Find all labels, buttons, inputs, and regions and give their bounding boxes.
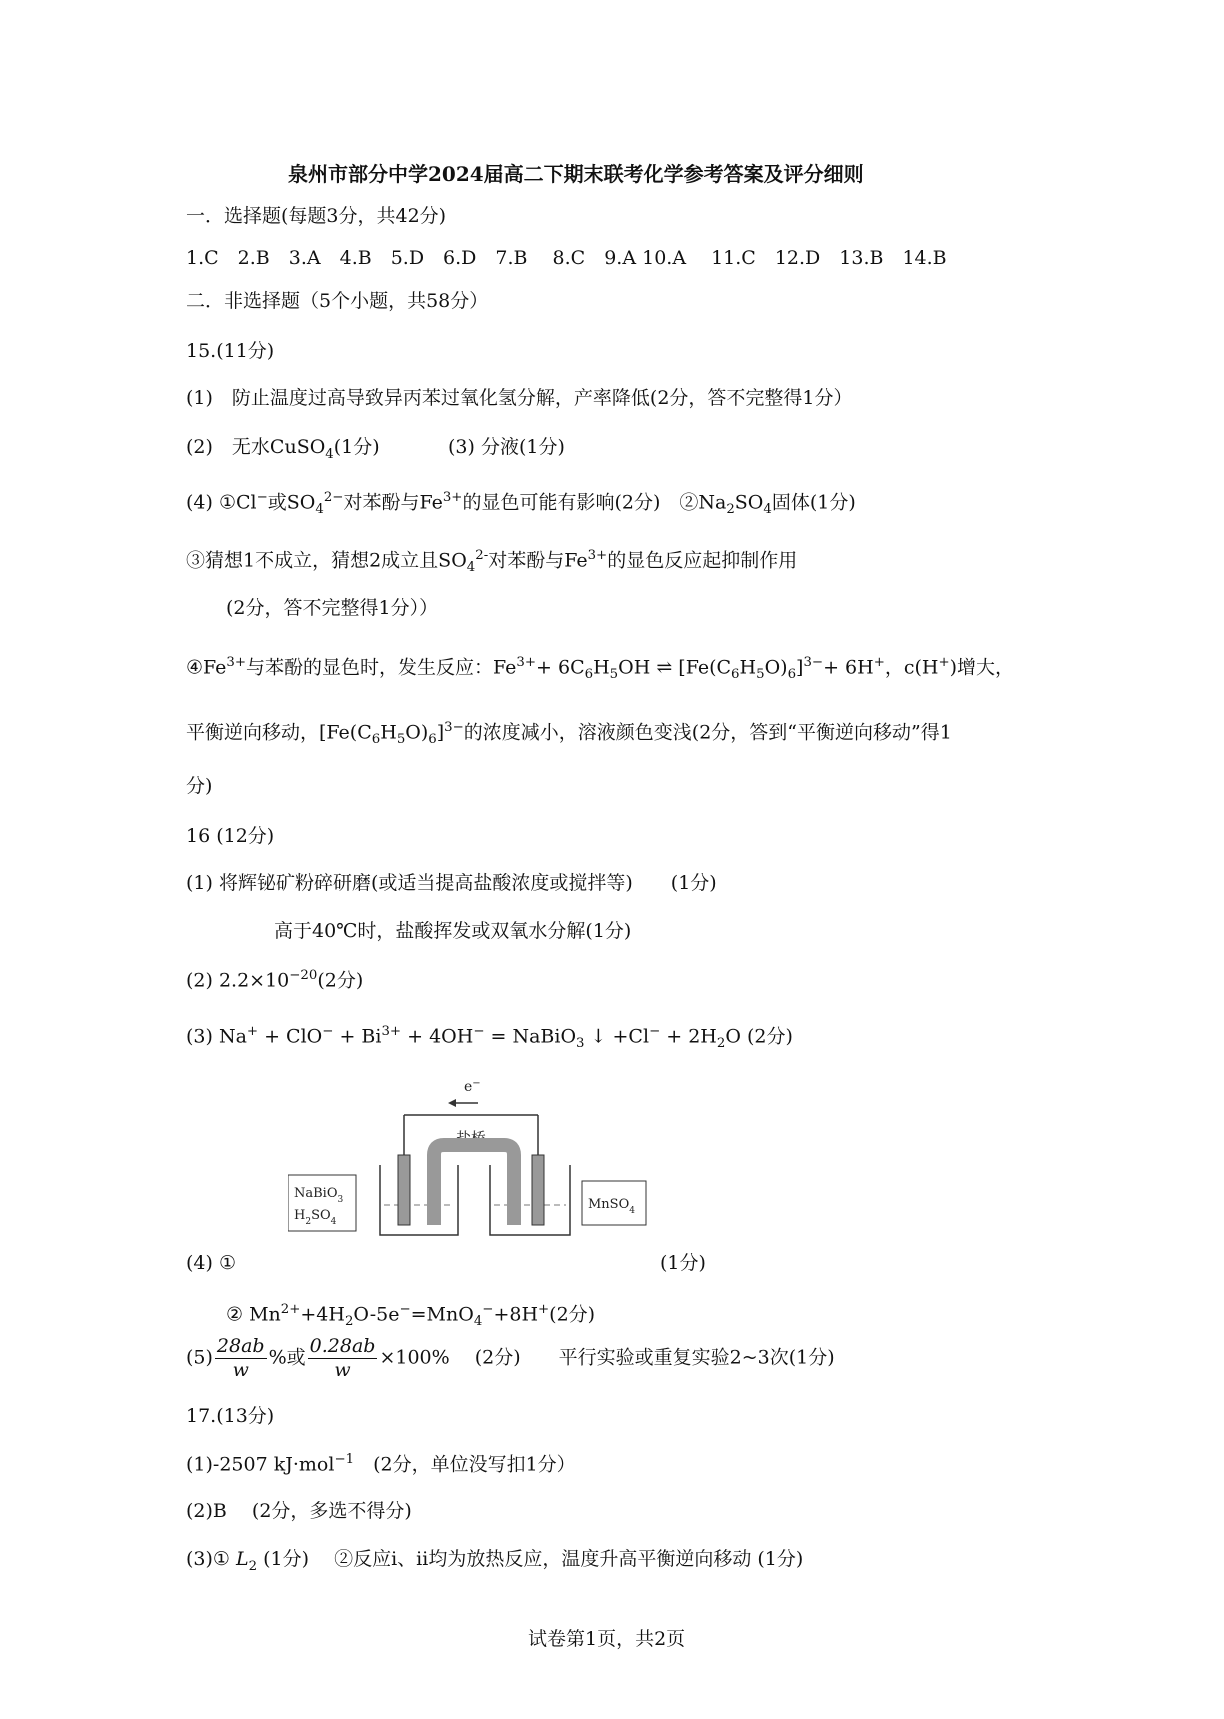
q16-p5-score: (1分) [660,1252,706,1274]
q17-p2: (2)B (2分，多选不得分) [186,1500,412,1522]
q17-p1: (1)-2507 kJ·mol$^{-1}$ (2分，单位没写扣1分） [186,1452,576,1476]
electrode-left [398,1155,410,1225]
electrode-right [532,1155,544,1225]
q16-p6: ② $Mn^{2+}+4H_2O-5e^-=MnO_4^-+8H^+(2$分) [226,1302,596,1330]
left-solution-line1: NaBiO$_3$ [294,1186,344,1205]
arrow-head-icon [448,1099,456,1107]
beaker-left [380,1165,458,1235]
salt-bridge [434,1145,514,1225]
page-footer: 试卷第1页，共2页 [528,1628,686,1650]
q16-p5: (4) ① [186,1252,236,1274]
right-solution-label: MnSO$_4$ [588,1197,635,1216]
q16-header: 16 (12分) [186,825,275,847]
q16-p2: 高于40℃时，盐酸挥发或双氧水分解(1分) [274,920,632,942]
page-title: 泉州市部分中学2024届高二下期末联考化学参考答案及评分细则 [288,162,864,186]
section1-heading: 一．选择题(每题3分，共42分) [186,205,447,227]
left-solution-line2: $H_2SO_4$ [294,1208,337,1227]
q17-p3: (3)① $L_2$ (1分) ②反应ⅰ、ⅱ均为放热反应，温度升高平衡逆向移动 (1分) [186,1548,804,1574]
section2-heading: 二．非选择题（5个小题，共58分） [186,290,489,312]
electron-label: e− [464,1077,481,1095]
q16-p3: (2) $2.2\times 10^{-20}(2$分) [186,968,364,992]
q16-p1: (1) 将辉铋矿粉碎研磨(或适当提高盐酸浓度或搅拌等) (1分) [186,872,717,894]
q15-p3: (3) 分液(1分) [448,436,565,458]
choice-answers: 1.C 2.B 3.A 4.B 5.D 6.D 7.B 8.C 9.A 10.A 11.C 12.D 13.B 14.B [186,247,947,269]
salt-bridge-label: 盐桥 [456,1129,487,1147]
q15-p6: (2分，答不完整得1分）） [226,597,439,619]
fraction-2: $\frac{0.28ab}{w}$ [309,1335,376,1381]
q17-header: 17.(13分) [186,1405,275,1427]
q15-p2: (2) 无水CuSO$_4$(1分) [186,436,380,462]
q16-p4: (3) $Na^+ + ClO^- + Bi^{3+} + 4OH^-$ = NaBiO$_3$ ↓ $+Cl^- + 2H_2O$ (2分) [186,1024,793,1052]
q15-p5: ③猜想1不成立，猜想2成立且$SO_4^{2-}$对苯酚与$Fe^{3+}$的显色反应起抑制作用 [186,548,798,576]
beaker-right [490,1165,570,1235]
q15-p8: 平衡逆向移动，$[Fe(C_6H_5O)_6]^{3-}$的浓度减小，溶液颜色变浅(2分，答到“平衡逆向移动”得1 [186,720,952,748]
q15-p1: (1) 防止温度过高导致异丙苯过氧化氢分解，产率降低(2分，答不完整得1分） [186,387,853,409]
q15-p4: (4) ①Cl−或$SO_4^{2-}$对苯酚与$Fe^{3+}$的显色可能有影响(2分) $②Na_2SO_4$固体(1分) [186,490,856,518]
fraction-1: $\frac{28ab}{w}$ [216,1335,265,1381]
q15-p9: 分) [186,775,213,797]
electrochemical-cell-diagram [288,1075,668,1245]
q16-p7: (5) $\frac{28ab}{w}$ %或 $\frac{0.28ab}{w}$ ×100% (2分) 平行实验或重复实验2~3次(1分) [186,1335,835,1381]
q15-p7: $④Fe^{3+}$与苯酚的显色时，发生反应：$Fe^{3+}+ 6C_6H_5OH$ ⇌ $[Fe(C_6H_5O)_6]^{3-}+ 6H^+$，c(H+)增大， [186,655,1015,683]
q15-header: 15.(11分) [186,340,275,362]
